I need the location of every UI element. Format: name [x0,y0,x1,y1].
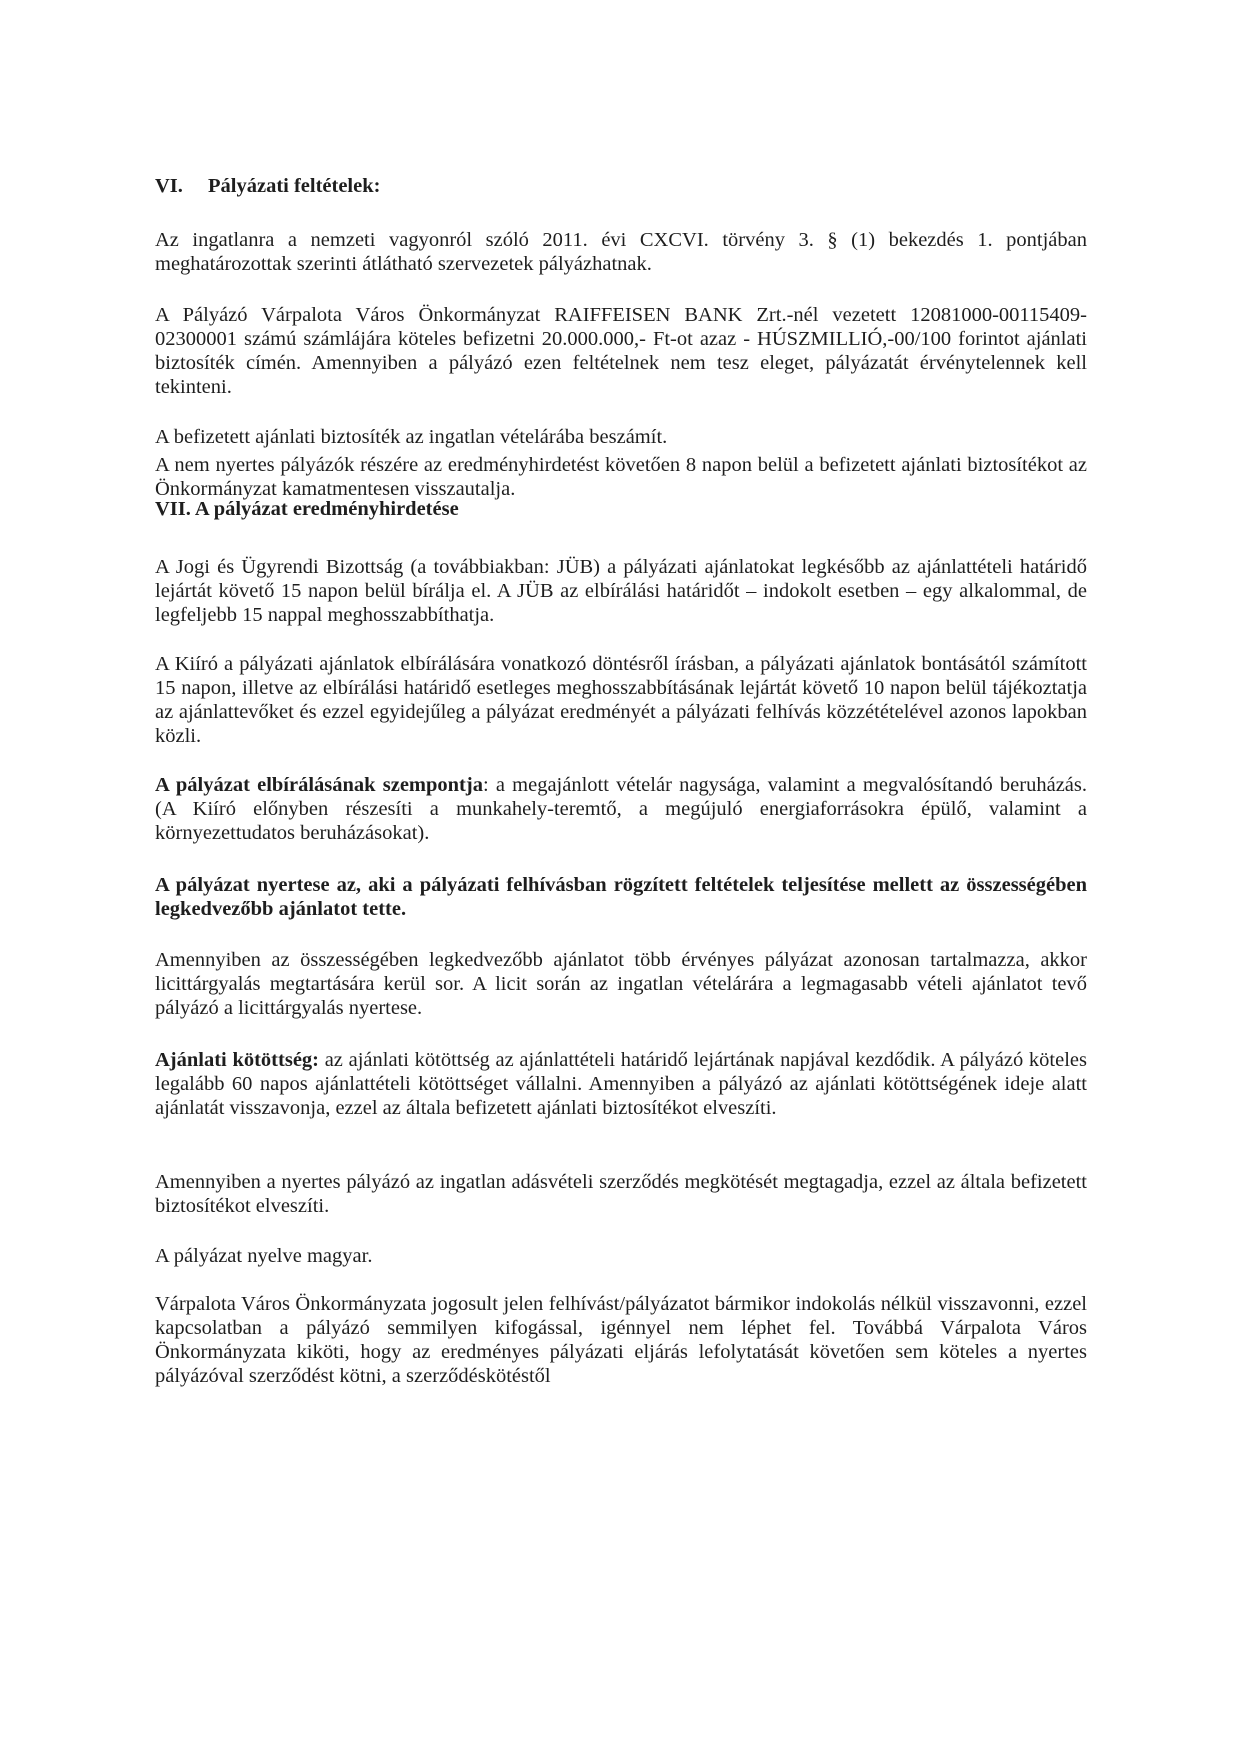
section-7-paragraph-contract-refusal: Amennyiben a nyertes pályázó az ingatlan adásvételi szerződés megkötését megtagadja, ezzel az általa befizetett biztosítékot elveszíti. [155,1171,1087,1217]
section-6-paragraph-refund: A nem nyertes pályázók részére az eredményhirdetést követően 8 napon belül a befizetett ajánlati biztosítékot az Önkormányzat kamatmentesen visszautalja. [155,454,1087,500]
section-7-paragraph-evaluation-deadline: A Jogi és Ügyrendi Bizottság (a továbbiakban: JÜB) a pályázati ajánlatokat legkésőbb az ajánlattételi határidő lejártát követő 15 napon belül bírálja el. A JÜB az elbírálási határidőt – indokolt esetben – egy alkalommal, de legfeljebb 15 nappal meghosszabbíthatja. [155,556,1087,626]
section-6-paragraph-deposit: A Pályázó Várpalota Város Önkormányzat RAIFFEISEN BANK Zrt.-nél vezetett 12081000-00115409-02300001 számú számlájára köteles befizetni 20.000.000,- Ft-ot azaz - HÚSZMILLIÓ,-00/100 forintot ajánlati biztosíték címén. Amennyiben a pályázó ezen feltételnek nem tesz eleget, pályázatát érvénytelennek kell tekinteni. [155,304,1087,398]
criteria-text: : a megajánlott vételár nagysága, valamint a megvalósítandó beruházás. (A Kiíró előnyben részesíti a munkahely-teremtő, a megújuló energiaforrásokra épülő, valamint a környezettudatos beruházásokat). [155,774,1087,844]
section-7-number: VII. [155,498,191,520]
section-7-paragraph-withdrawal: Várpalota Város Önkormányzata jogosult jelen felhívást/pályázatot bármikor indokolás nélkül visszavonni, ezzel kapcsolatban a pályázó semmilyen kifogással, igénnyel nem léphet fel. Továbbá Várpalota Város Önkormányzata kiköti, hogy az eredményes pályázati eljárás lefolytatását követően sem köteles a nyertes pályázóval szerződést kötni, a szerződéskötéstől [155,1293,1087,1387]
section-6-heading [155,174,1087,198]
section-7-paragraph-criteria [155,773,1087,845]
section-7-heading [155,497,1087,521]
section-6-title: Pályázati feltételek: [208,175,381,197]
section-7-paragraph-binding-offer [155,1048,1087,1120]
section-6-paragraph-eligibility: Az ingatlanra a nemzeti vagyonról szóló 2011. évi CXCVI. törvény 3. § (1) bekezdés 1. pontjában meghatározottak szerinti átlátható szervezetek pályázhatnak. [155,229,1087,275]
section-6-number: VI. [155,175,183,197]
section-6-paragraph-deposit-credit: A befizetett ajánlati biztosíték az ingatlan vételárába beszámít. [155,426,668,448]
criteria-label: A pályázat elbírálásának szempontja [155,774,483,796]
section-7-paragraph-notification: A Kiíró a pályázati ajánlatok elbírálására vonatkozó döntésről írásban, a pályázati ajánlatok bontásától számított 15 napon, illetve az elbírálási határidő esetleges meghosszabbításának lejártát követő 10 napon belül tájékoztatja az ajánlattevőket és ezzel egyidejűleg a pályázat eredményét a pályázati felhívás közzétételével azonos lapokban közli. [155,653,1087,747]
section-7-title: A pályázat eredményhirdetése [194,498,459,520]
section-7-paragraph-winner [155,873,1087,921]
binding-offer-text: az ajánlati kötöttség az ajánlattételi határidő lejártának napjával kezdődik. A pályázó köteles legalább 60 napos ajánlattételi kötöttséget vállalni. Amennyiben a pályázó az ajánlati kötöttségének ideje alatt ajánlatát visszavonja, ezzel az általa befizetett ajánlati biztosítékot elveszíti. [155,1049,1087,1119]
binding-offer-label: Ajánlati kötöttség: [155,1049,319,1071]
section-7-paragraph-language: A pályázat nyelve magyar. [155,1245,373,1267]
winner-text: A pályázat nyertese az, aki a pályázati felhívásban rögzített feltételek teljesítése mellett az összességében legkedvezőbb ajánlatot tette. [155,874,1087,920]
section-7-paragraph-auction: Amennyiben az összességében legkedvezőbb ajánlatot több érvényes pályázat azonosan tartalmazza, akkor licittárgyalás megtartására kerül sor. A licit során az ingatlan vételárára a legmagasabb vételi ajánlatot tevő pályázó a licittárgyalás nyertese. [155,949,1087,1019]
